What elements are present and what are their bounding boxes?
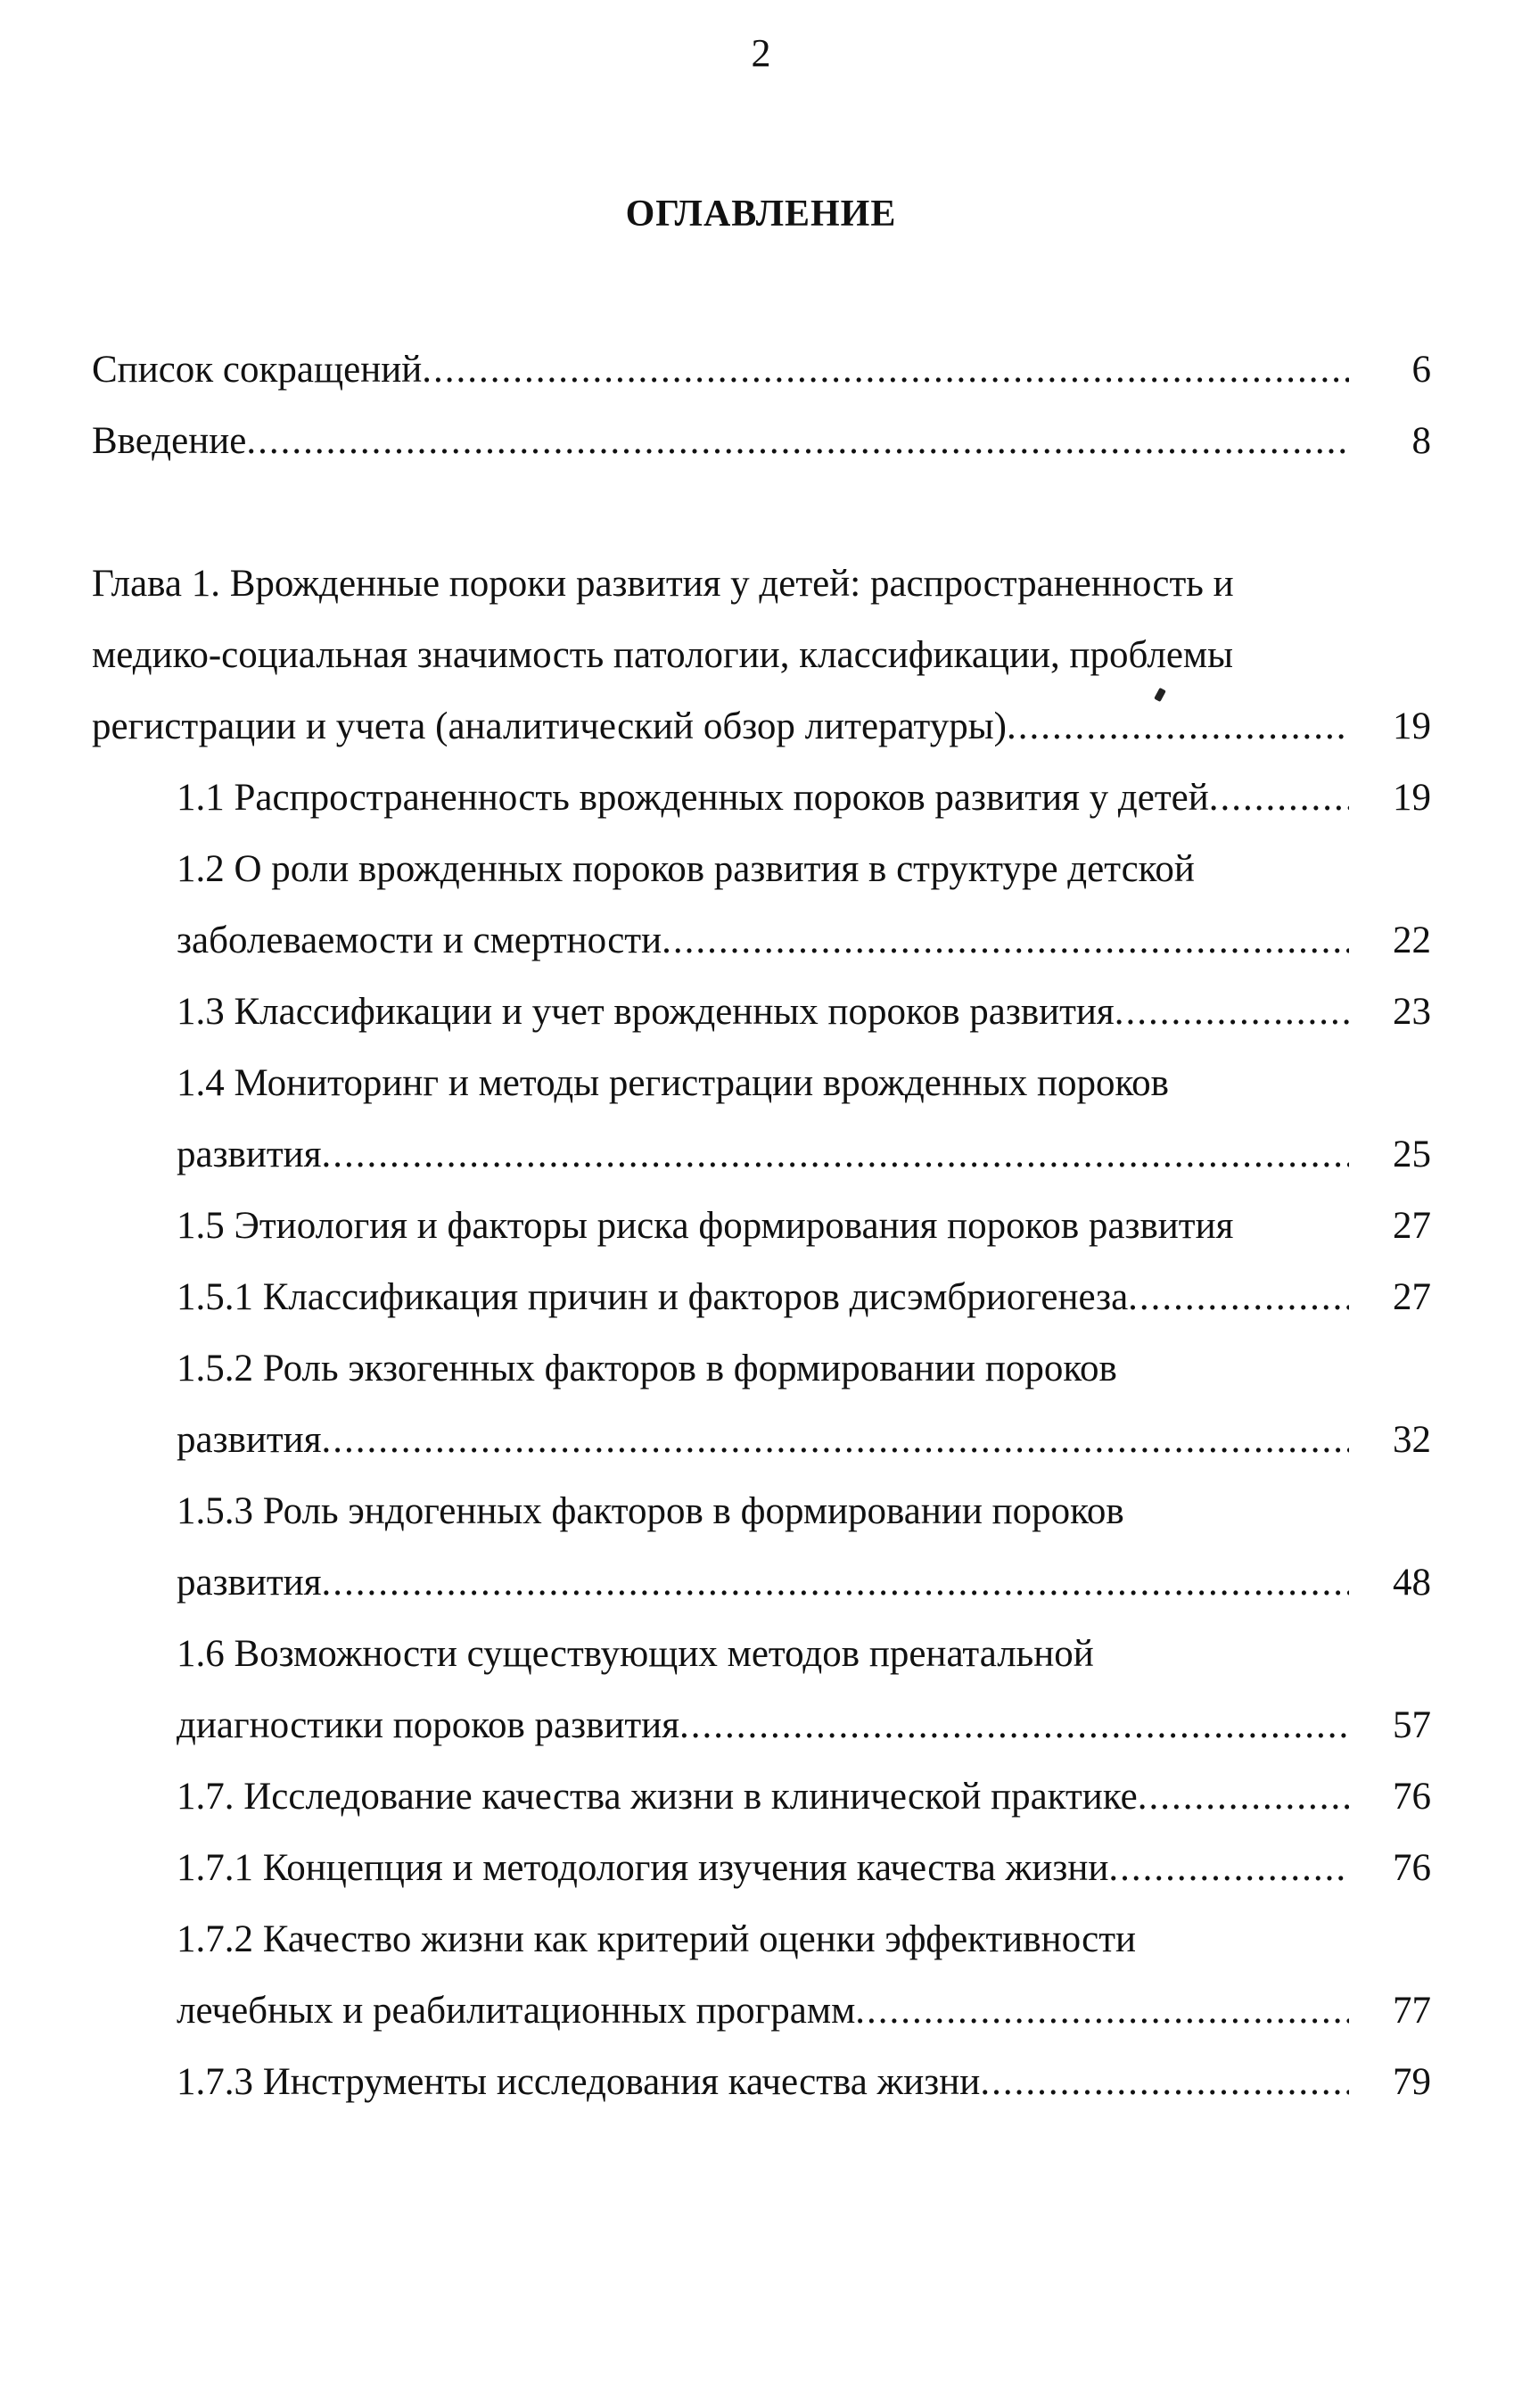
toc-entry-title: заболеваемости и смертности (177, 919, 662, 961)
toc-page-number: 76 (1393, 1776, 1431, 1818)
toc-entry-title: Введение (92, 420, 247, 462)
toc-entry-1-5[interactable] (177, 1200, 1349, 1253)
leader-dots (422, 343, 1349, 397)
page-number: 2 (751, 31, 771, 75)
toc-entry-title: Список сокращений (92, 349, 423, 391)
toc-entry-1-2[interactable] (177, 914, 1349, 968)
toc-page-number: 23 (1393, 991, 1431, 1033)
leader-dots (1138, 1770, 1349, 1824)
toc-entry-title: 1.5 Этиология и факторы риска формирования пороков развития (177, 1205, 1234, 1247)
toc-entry-1-7-2[interactable] (177, 1984, 1349, 2038)
toc-entry-title: регистрации и учета (аналитический обзор литературы) (92, 705, 1007, 747)
leader-dots (1128, 1271, 1349, 1324)
toc-page-number: 19 (1393, 705, 1431, 747)
toc-page-number: 25 (1393, 1134, 1431, 1175)
toc-entry-title: развития (177, 1419, 322, 1461)
toc-chapter-line: медико-социальная значимость патологии, классификации, проблемы (92, 634, 1234, 676)
toc-entry-line: 1.6 Возможности существующих методов пренатальной (177, 1633, 1094, 1675)
toc-entry-title: 1.7.3 Инструменты исследования качества жизни (177, 2061, 981, 2103)
toc-entry-line: 1.5.3 Роль эндогенных факторов в формировании пороков (177, 1490, 1124, 1532)
toc-entry-1-4[interactable] (177, 1128, 1349, 1182)
leader-dots (246, 415, 1349, 468)
toc-entry-line: 1.2 О роли врожденных пороков развития в структуре детской (177, 848, 1195, 890)
toc-page-number: 8 (1411, 420, 1431, 462)
toc-page-number: 48 (1393, 1562, 1431, 1604)
toc-entry-title: 1.5.1 Классификация причин и факторов дисэмбриогенеза (177, 1276, 1129, 1318)
toc-entry-line: 1.7.2 Качество жизни как критерий оценки эффективности (177, 1918, 1137, 1960)
toc-entry-chapter-1[interactable] (92, 700, 1349, 754)
toc-page-number: 27 (1393, 1276, 1431, 1318)
leader-dots (321, 1128, 1349, 1182)
toc-entry-line: 1.4 Мониторинг и методы регистрации врожденных пороков (177, 1062, 1169, 1104)
toc-page-number: 76 (1393, 1847, 1431, 1889)
leader-dots (321, 1414, 1349, 1467)
toc-entry-title: 1.1 Распространенность врожденных пороков развития у детей (177, 777, 1209, 819)
leader-dots (679, 1699, 1349, 1752)
toc-chapter-line: Глава 1. Врожденные пороки развития у детей: распространенность и (92, 563, 1234, 605)
toc-entry-1-5-2[interactable] (177, 1414, 1349, 1467)
toc-entry-1-5-3[interactable] (177, 1556, 1349, 1610)
toc-entry-title: диагностики пороков развития (177, 1704, 679, 1746)
toc-page-number: 6 (1411, 349, 1431, 391)
toc-entry-line: 1.5.2 Роль экзогенных факторов в формировании пороков (177, 1348, 1117, 1390)
toc-entry-introduction[interactable] (92, 415, 1349, 468)
toc-heading: ОГЛАВЛЕНИЕ (625, 194, 897, 235)
leader-dots (1108, 1842, 1349, 1895)
toc-entry-title: 1.7. Исследование качества жизни в клинической практике (177, 1776, 1138, 1818)
toc-entry-1-6[interactable] (177, 1699, 1349, 1752)
toc-entry-title: развития (177, 1134, 322, 1175)
toc-page-number: 27 (1393, 1205, 1431, 1247)
leader-dots (855, 1984, 1349, 2038)
toc-page-number: 32 (1393, 1419, 1431, 1461)
toc-page-number: 79 (1393, 2061, 1431, 2103)
toc-page-number: 77 (1393, 1990, 1431, 2032)
toc-entry-title: 1.3 Классификации и учет врожденных пороков развития (177, 991, 1115, 1033)
toc-entry-title: лечебных и реабилитационных программ (177, 1990, 856, 2032)
leader-dots (1115, 985, 1349, 1039)
leader-dots (321, 1556, 1349, 1610)
toc-entry-1-7-1[interactable] (177, 1842, 1349, 1895)
toc-entry-1-7[interactable] (177, 1770, 1349, 1824)
toc-entry-abbreviations[interactable] (92, 343, 1349, 397)
toc-entry-1-1[interactable] (177, 771, 1349, 825)
leader-dots (980, 2056, 1349, 2109)
toc-page-number: 22 (1393, 919, 1431, 961)
leader-dots (1007, 700, 1349, 754)
toc-entry-title: 1.7.1 Концепция и методология изучения качества жизни (177, 1847, 1109, 1889)
toc-page-number: 19 (1393, 777, 1431, 819)
toc-entry-1-5-1[interactable] (177, 1271, 1349, 1324)
toc-entry-title: развития (177, 1562, 322, 1604)
leader-dots (1209, 771, 1349, 825)
toc-entry-1-3[interactable] (177, 985, 1349, 1039)
leader-dots (662, 914, 1349, 968)
toc-page-number: 57 (1393, 1704, 1431, 1746)
toc-entry-1-7-3[interactable] (177, 2056, 1349, 2109)
